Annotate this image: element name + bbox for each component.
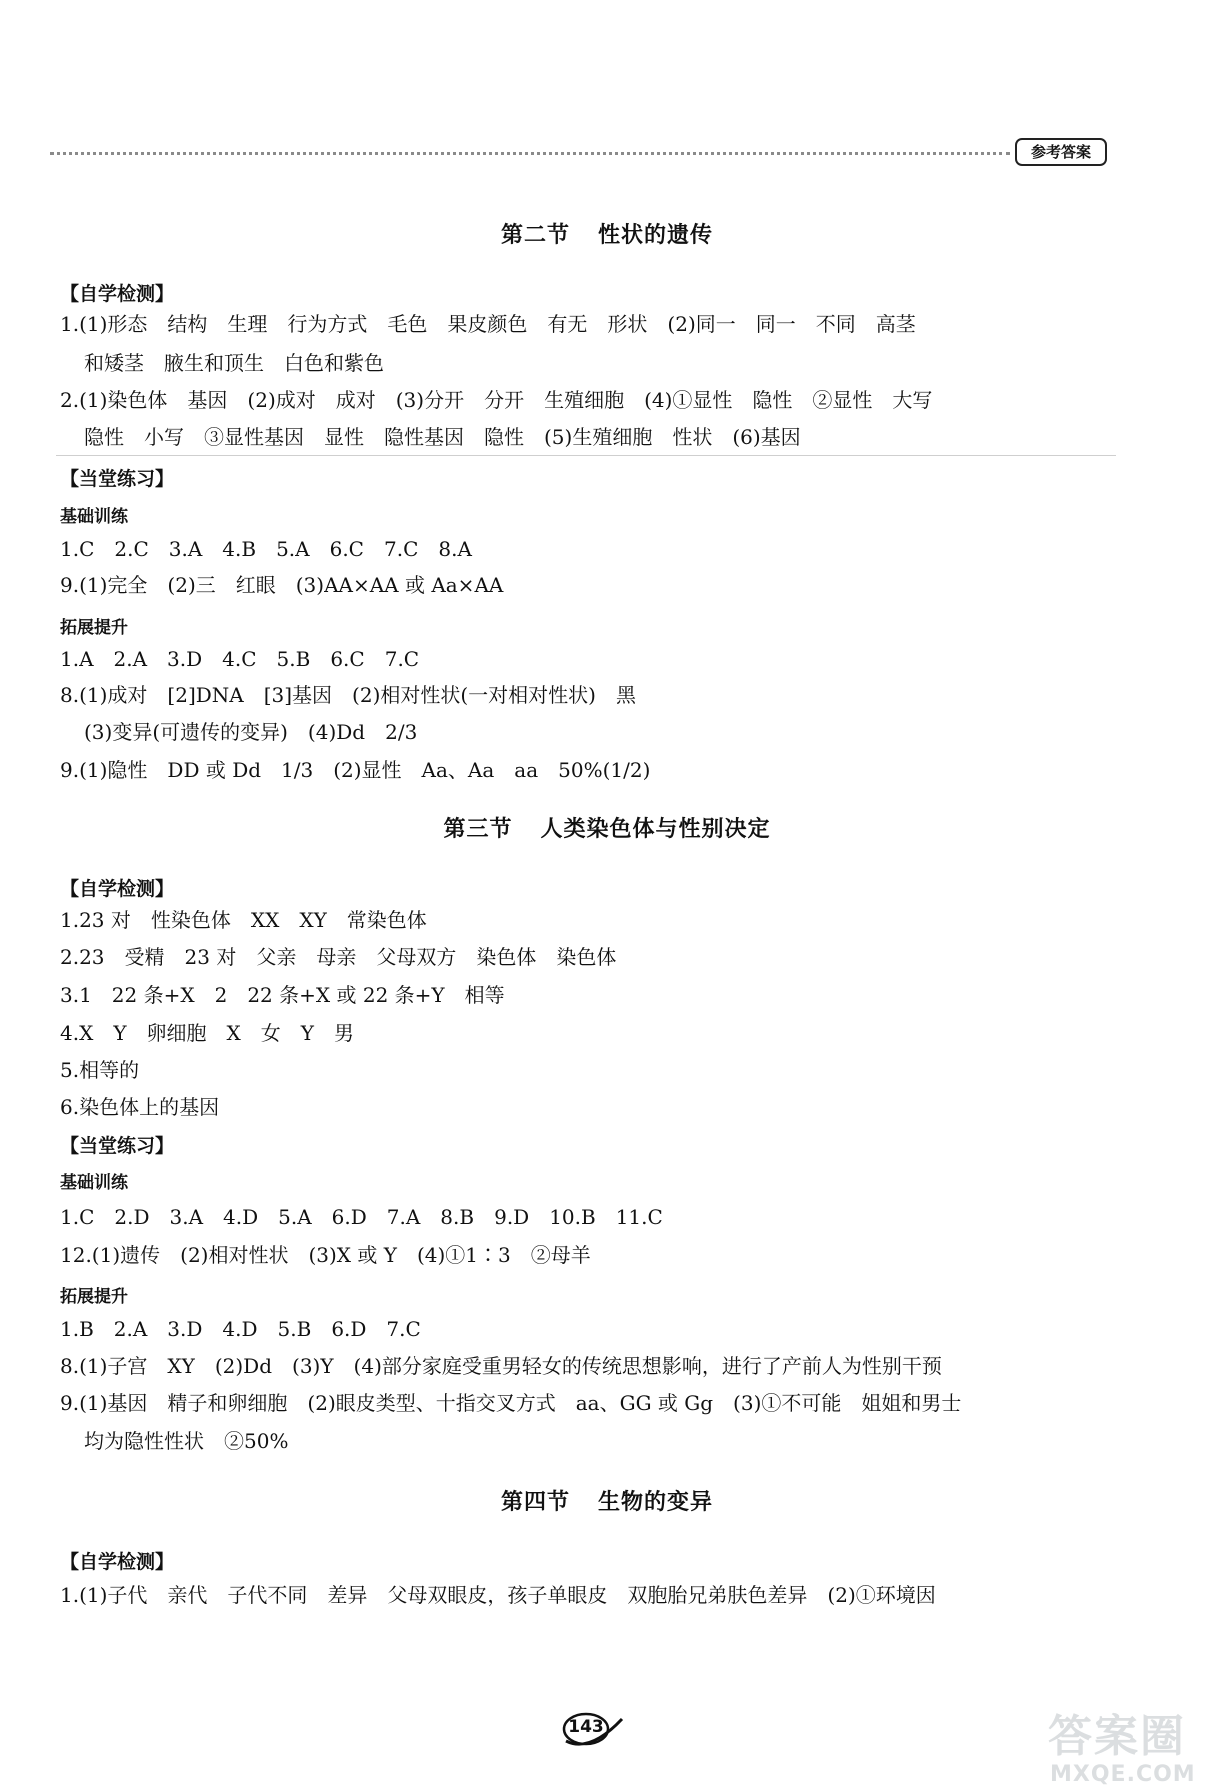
section-number: 第三节 xyxy=(443,817,513,842)
answer-line: 和矮茎 腋生和顶生 白色和紫色 xyxy=(84,351,384,375)
section-number: 第四节 xyxy=(500,1490,570,1515)
self-check-heading: 【自学检测】 xyxy=(60,1551,175,1573)
answer-line: 1.(1)子代 亲代 子代不同 差异 父母双眼皮，孩子单眼皮 双胞胎兄弟肤色差异 (2)①环境因 xyxy=(60,1583,936,1607)
answer-line: 6.染色体上的基因 xyxy=(60,1095,220,1119)
basic-training-label: 基础训练 xyxy=(60,507,128,527)
answer-line: 8.(1)子宫 XY (2)Dd (3)Y (4)部分家庭受重男轻女的传统思想影响，进行了产前人为性别干预 xyxy=(60,1354,942,1378)
answer-line: 4.X Y 卵细胞 X 女 Y 男 xyxy=(60,1021,354,1045)
answer-line: 5.相等的 xyxy=(60,1058,140,1082)
answer-line: 1.(1)形态 结构 生理 行为方式 毛色 果皮颜色 有无 形状 (2)同一 同一 不同 高茎 xyxy=(60,312,916,336)
answer-line: 9.(1)完全 (2)三 红眼 (3)AA×AA 或 Aa×AA xyxy=(60,573,504,597)
section-number: 第二节 xyxy=(500,223,570,248)
practice-heading: 【当堂练习】 xyxy=(60,1135,175,1157)
page-number-badge xyxy=(560,1707,626,1751)
practice-heading: 【当堂练习】 xyxy=(60,468,175,490)
divider xyxy=(56,455,1116,456)
answer-line: 1.C 2.C 3.A 4.B 5.A 6.C 7.C 8.A xyxy=(60,537,472,561)
extension-label: 拓展提升 xyxy=(60,1287,128,1307)
section-title xyxy=(0,812,1214,843)
section-name: 人类染色体与性别决定 xyxy=(540,817,771,842)
section-name: 生物的变异 xyxy=(598,1490,714,1515)
watermark-url: MXQE.COM xyxy=(1050,1762,1196,1787)
extension-label: 拓展提升 xyxy=(60,618,128,638)
self-check-heading: 【自学检测】 xyxy=(60,878,175,900)
basic-training-label: 基础训练 xyxy=(60,1173,128,1193)
section-title xyxy=(0,218,1214,249)
answer-line: 1.C 2.D 3.A 4.D 5.A 6.D 7.A 8.B 9.D 10.B 11.C xyxy=(60,1205,663,1229)
section-title xyxy=(0,1485,1214,1516)
answer-line: 1.A 2.A 3.D 4.C 5.B 6.C 7.C xyxy=(60,647,420,671)
answer-line: 均为隐性性状 ②50% xyxy=(84,1429,289,1453)
answer-line: 1.23 对 性染色体 XX XY 常染色体 xyxy=(60,908,427,932)
header-dotted-line xyxy=(50,152,1010,155)
answer-line: (3)变异(可遗传的变异) (4)Dd 2/3 xyxy=(84,720,418,744)
answer-line: 2.23 受精 23 对 父亲 母亲 父母双方 染色体 染色体 xyxy=(60,945,617,969)
answer-line: 隐性 小写 ③显性基因 显性 隐性基因 隐性 (5)生殖细胞 性状 (6)基因 xyxy=(84,425,801,449)
watermark-logo-text: 答案圈 xyxy=(1048,1711,1186,1762)
answer-line: 8.(1)成对 [2]DNA [3]基因 (2)相对性状(一对相对性状) 黑 xyxy=(60,683,636,707)
self-check-heading: 【自学检测】 xyxy=(60,283,175,305)
answer-line: 3.1 22 条+X 2 22 条+X 或 22 条+Y 相等 xyxy=(60,983,505,1007)
header-tab: 参考答案 xyxy=(1015,138,1107,166)
answer-line: 1.B 2.A 3.D 4.D 5.B 6.D 7.C xyxy=(60,1317,421,1341)
site-watermark-logo xyxy=(1048,1700,1208,1790)
answer-line: 9.(1)基因 精子和卵细胞 (2)眼皮类型、十指交叉方式 aa、GG 或 Gg (3)①不可能 姐姐和男士 xyxy=(60,1391,962,1415)
answer-line: 2.(1)染色体 基因 (2)成对 成对 (3)分开 分开 生殖细胞 (4)①显性 隐性 ②显性 大写 xyxy=(60,388,933,412)
section-name: 性状的遗传 xyxy=(598,223,714,248)
answer-line: 12.(1)遗传 (2)相对性状 (3)X 或 Y (4)①1∶3 ②母羊 xyxy=(60,1243,591,1267)
answer-line: 9.(1)隐性 DD 或 Dd 1/3 (2)显性 Aa、Aa aa 50%(1/2) xyxy=(60,758,651,782)
page-number: 143 xyxy=(568,1717,604,1737)
